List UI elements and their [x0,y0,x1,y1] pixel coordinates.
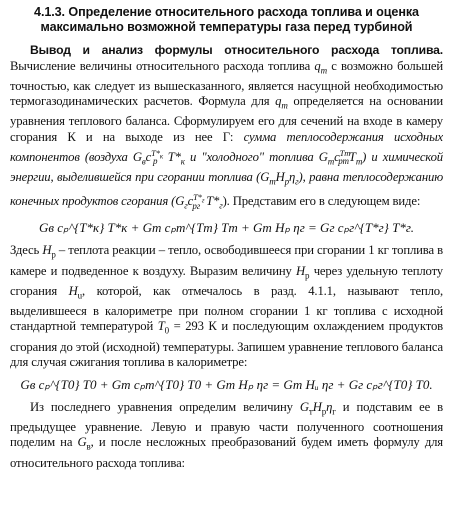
section-heading [10,5,443,34]
paragraph-lead: Вывод и анализ формулы относительного расхода топлива. [30,43,443,57]
section-title-line2: максимально возможной температуры газа перед турбиной [40,19,413,34]
term-products: $G_гc^{T*_г}_{pг}$ $T*_г$ [175,192,223,211]
term-heat: $G_тH_p\eta_г$ [260,169,299,187]
term-air: $G_вc^{T*_к}_p$ $T*_к$ [132,147,185,167]
section-heading-line1 [10,5,443,20]
section-number: 4.1.3. [34,5,65,19]
section-title-line1: Определение относительного расхода топлива и оценка [68,5,419,19]
equation-calorimeter-balance: Gв cₚ^{T0} T0 + Gт cₚт^{T0} T0 + Gт Hₚ ηг = Gт Hᵤ ηг + Gг cₚг^{T0} T0. [20,376,433,392]
equation-heat-balance: Gв cₚ^{T*к} T*к + Gт cₚт^{Tт} Tт + Gт Hₚ ηг = Gг cₚг^{T*г} T*г. [39,220,414,236]
paragraph-heat-of-reaction: Здесь $H_p$ – теплота реакции – тепло, освободившееся при сгорании 1 кг топлива в камере и подведенное к воздуху. Выразим величину $H_p$ через удельную теплоту сгорания $H_u$, которой, как отмечалось в разд. 4.1.1, называют тепло, выделившееся в калориметре при полном сгорании 1 кг топлива с исходной стандартной температурой $T_0 = 293$ К и последующим охлаждением продуктов сгорания до этой (исходной) температуры. Запишем уравнение теплового баланса для случая сжигания топлива в калориметре: [10,243,444,370]
paragraph-derivation: Вывод и анализ формулы относительного расхода топлива. Вычисление величины относительного расхода топлива $q_т$ с возможно большей точностью, как следует из вышесказанного, является насущной необходимостью термогазодинамических расчетов. Формула для $q_т$ определяется на основании уравнения теплового баланса. Сформулируем его для сечений на входе в камеру сгорания К и на выходе из нее Г: сумма теплосодержания исходных компонентов (воздуха $G_вc^{T*_к}_p$ $T*_к$ и "холодного" топлива $G_тc^{Tт}_{pт}T_т$) и химической энергии, выделившейся при сгорании топлива $(G_тH_p\eta_г)$, равна теплосодержанию конечных продуктов сгорания ($G_гc^{T*_г}_{pг}$ $T*_г$). Представим его в следующем виде: [10,43,443,211]
term-fuel: $G_тc^{Tт}_{pт}T_т$ [318,147,363,167]
paragraph-substitution: Из последнего уравнения определим величину $G_тH_p\eta_г$ и подставим ее в предыдущее уравнение. Левую и правую части полученного соотношения поделим на $G_в$, и после несложных преобразований будем иметь формулу для относительного расхода топлива: [10,399,443,470]
